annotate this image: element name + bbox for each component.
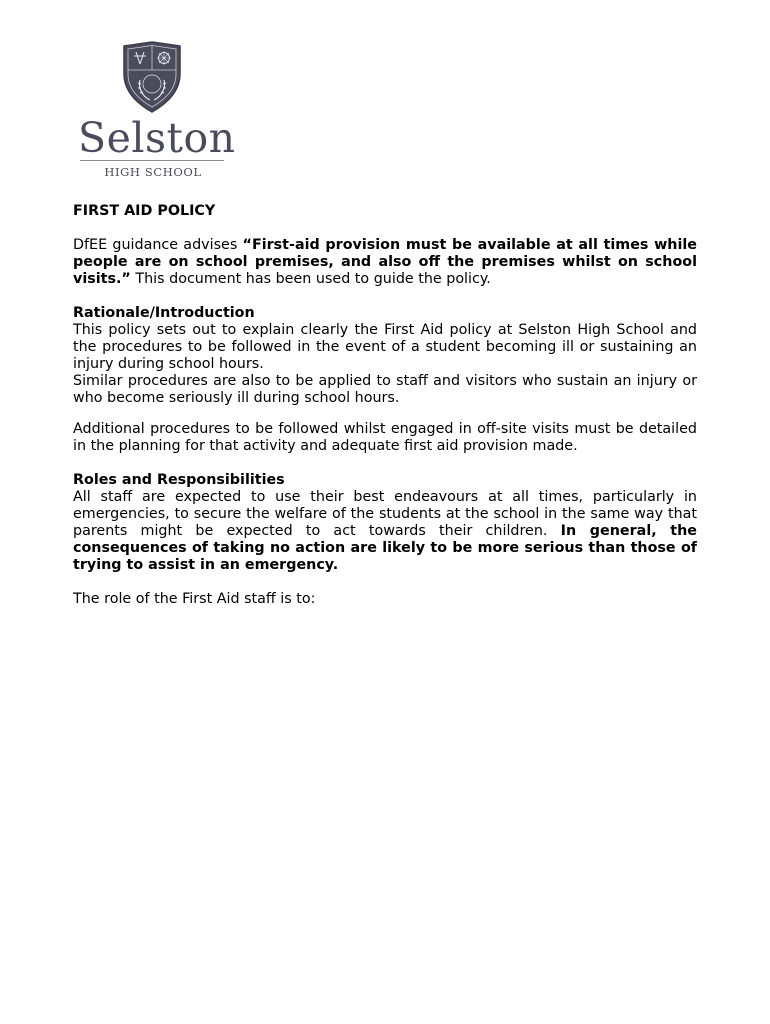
- school-logo: [78, 40, 236, 180]
- rationale-paragraph-3: Additional procedures to be followed whilst engaged in off-site visits must be detailed in the planning for that activity and adequate first aid provision made.: [73, 421, 697, 454]
- intro-suffix: This document has been used to guide the policy.: [130, 271, 491, 287]
- intro-paragraph: [73, 237, 697, 288]
- roles-paragraph: [73, 489, 697, 574]
- first-aid-role-intro: The role of the First Aid staff is to:: [73, 591, 316, 607]
- spacer: [73, 407, 697, 421]
- spacer: [73, 455, 697, 472]
- document-body: [73, 203, 697, 608]
- logo-divider: [80, 160, 224, 161]
- intro-prefix: DfEE guidance advises: [73, 237, 243, 253]
- roles-text: All staff are expected to use their best endeavours at all times, particularly in emergencies, to secure the welfare of the students at the school in the same way that parents might be expected to act towards their children.: [73, 489, 697, 539]
- school-subtitle: HIGH SCHOOL: [104, 165, 202, 179]
- spacer: [73, 574, 697, 591]
- document-title: FIRST AID POLICY: [73, 203, 216, 219]
- school-name: Selston: [78, 114, 236, 162]
- school-crest-icon: [120, 40, 184, 114]
- rationale-heading: Rationale/Introduction: [73, 305, 255, 321]
- rationale-paragraph-1: This policy sets out to explain clearly the First Aid policy at Selston High School and the procedures to be followed in the event of a student becoming ill or sustaining an injury during school hours.: [73, 322, 697, 372]
- spacer: [73, 288, 697, 305]
- intro-quote: “First-aid provision must be available at all times while people are on school premises, and also off the premises whilst on school visits.”: [73, 237, 697, 287]
- rationale-paragraph-2: Similar procedures are also to be applied to staff and visitors who sustain an injury or who become seriously ill during school hours.: [73, 373, 697, 406]
- roles-heading: Roles and Responsibilities: [73, 472, 285, 488]
- roles-emphasis: In general, the consequences of taking no action are likely to be more serious than those of trying to assist in an emergency.: [73, 523, 697, 573]
